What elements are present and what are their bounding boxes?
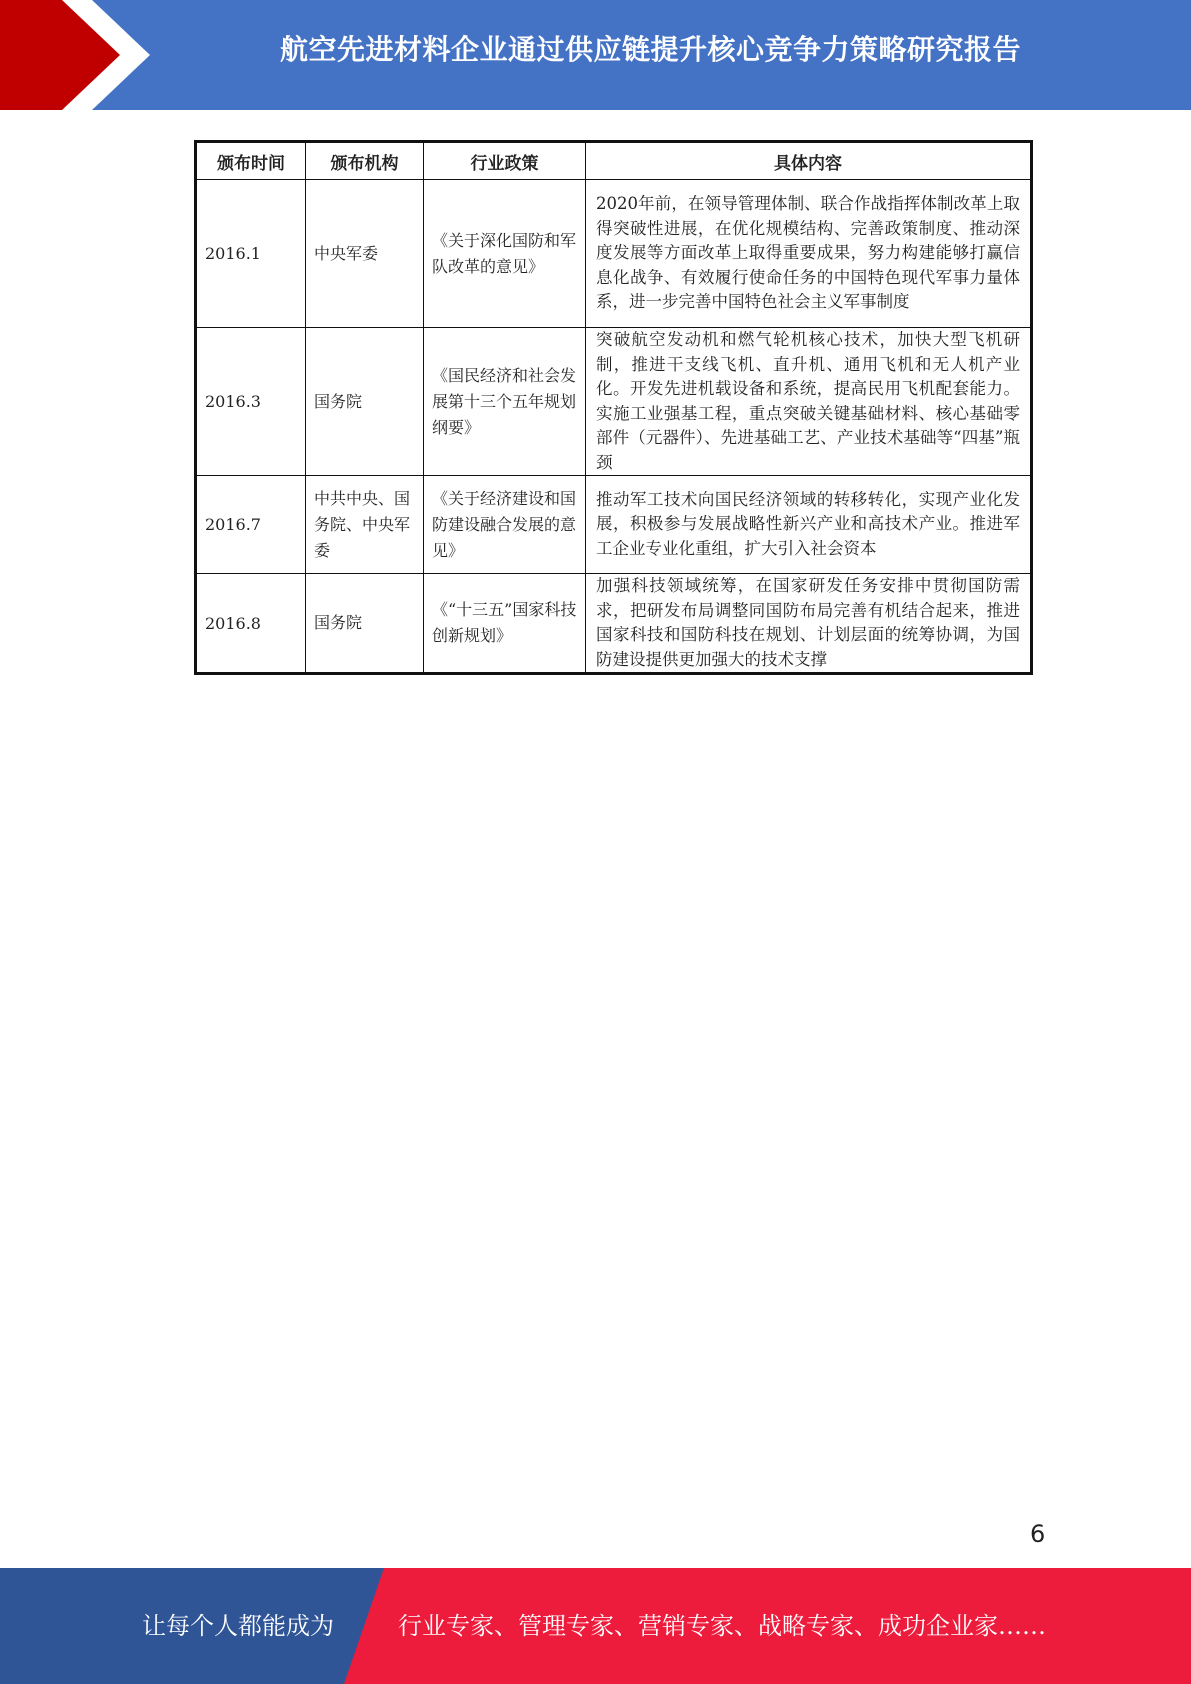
cell-org: 中央军委 (306, 180, 424, 328)
column-header-policy: 行业政策 (424, 142, 586, 180)
table-row (196, 328, 1032, 476)
column-header-content: 具体内容 (586, 142, 1032, 180)
table-header-row (196, 142, 1032, 180)
document-title: 航空先进材料企业通过供应链提升核心竞争力策略研究报告 (279, 33, 1021, 66)
cell-date: 2016.7 (196, 476, 306, 574)
cell-content: 加强科技领域统筹，在国家研发任务安排中贯彻国防需求，把研发布局调整同国防布局完善有机结合起来，推进国家科技和国防科技在规划、计划层面的统筹协调，为国防建设提供更加强大的技术支撑 (586, 574, 1032, 674)
cell-content: 突破航空发动机和燃气轮机核心技术，加快大型飞机研制，推进干支线飞机、直升机、通用飞机和无人机产业化。开发先进机载设备和系统，提高民用飞机配套能力。实施工业强基工程，重点突破关键基础材料、核心基础零部件（元器件）、先进基础工艺、产业技术基础等“四基”瓶颈 (586, 328, 1032, 476)
cell-org: 国务院 (306, 328, 424, 476)
cell-date: 2016.3 (196, 328, 306, 476)
footer-slogan-left: 让每个人都能成为 (142, 1612, 334, 1640)
cell-date: 2016.8 (196, 574, 306, 674)
table-row (196, 574, 1032, 674)
cell-policy: 《关于深化国防和军队改革的意见》 (424, 180, 586, 328)
cell-org: 国务院 (306, 574, 424, 674)
table-row (196, 476, 1032, 574)
page-number: 6 (1030, 1520, 1046, 1548)
table-row (196, 180, 1032, 328)
cell-content: 推动军工技术向国民经济领域的转移转化，实现产业化发展，积极参与发展战略性新兴产业和高技术产业。推进军工企业专业化重组，扩大引入社会资本 (586, 476, 1032, 574)
cell-policy: 《国民经济和社会发展第十三个五年规划纲要》 (424, 328, 586, 476)
cell-content: 2020年前，在领导管理体制、联合作战指挥体制改革上取得突破性进展，在优化规模结构、完善政策制度、推动深度发展等方面改革上取得重要成果，努力构建能够打赢信息化战争、有效履行使命任务的中国特色现代军事力量体系，进一步完善中国特色社会主义军事制度 (586, 180, 1032, 328)
column-header-date: 颁布时间 (196, 142, 306, 180)
cell-date: 2016.1 (196, 180, 306, 328)
cell-org: 中共中央、国务院、中央军委 (306, 476, 424, 574)
column-header-org: 颁布机构 (306, 142, 424, 180)
page-footer (0, 1568, 1191, 1684)
cell-policy: 《“十三五”国家科技创新规划》 (424, 574, 586, 674)
policy-table (194, 140, 1033, 675)
page-header (0, 0, 1191, 110)
cell-policy: 《关于经济建设和国防建设融合发展的意见》 (424, 476, 586, 574)
footer-slogan-right: 行业专家、管理专家、营销专家、战略专家、成功企业家…… (398, 1612, 1046, 1640)
